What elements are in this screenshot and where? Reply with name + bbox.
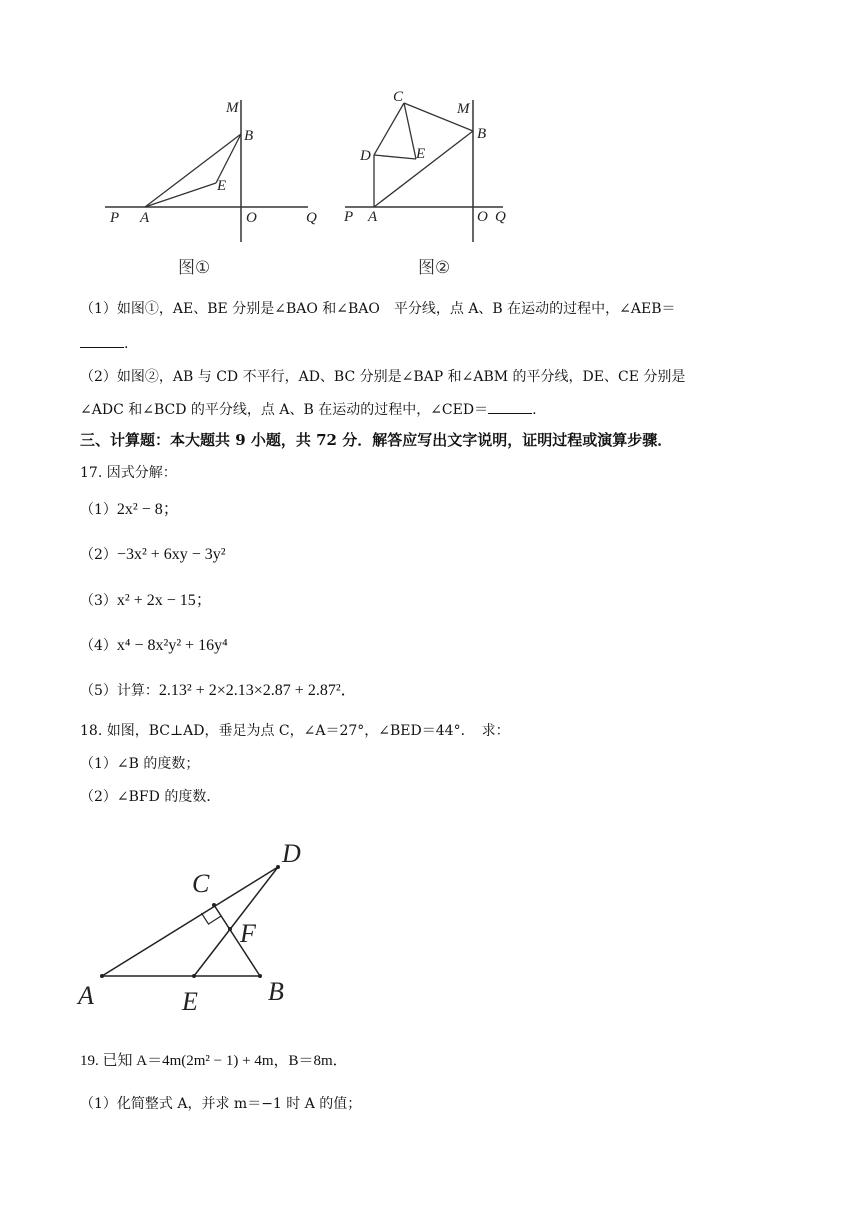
segment-dc (374, 103, 404, 155)
q18-sub-1: （1）∠B 的度数； (80, 756, 200, 772)
right-angle-mark (201, 913, 221, 924)
q16-part2-cont-text: ∠ADC 和∠BCD 的平分线，点 A、B 在运动的过程中，∠CED＝ (80, 402, 489, 418)
segment-ce (404, 103, 416, 159)
label-e: E (416, 146, 426, 162)
label-d: D (282, 839, 301, 868)
q16-part1-prefix: （1）如图①， (80, 301, 173, 317)
q16-part2-cont (80, 399, 537, 420)
q19-title: 19. 已知 A＝4m(2m² − 1) + 4m，B＝8m． (80, 1053, 348, 1069)
label-c: C (393, 89, 404, 105)
q16-part1-end: . (124, 336, 129, 352)
answer-blank[interactable] (80, 333, 124, 348)
segment-ab (374, 131, 473, 207)
item-number: （3） (80, 593, 117, 609)
point-e (192, 974, 196, 978)
point-d (276, 865, 280, 869)
segment-be (216, 134, 241, 183)
q17-item-2 (80, 545, 226, 565)
q17-item-1 (80, 500, 179, 520)
item-expression: −3x² + 6xy − 3y² (116, 546, 226, 563)
section-3-heading: 三、计算题：本大题共 9 小题，共 72 分．解答应写出文字说明，证明过程或演算步骤． (80, 431, 673, 449)
label-a: A (368, 209, 378, 225)
q17-item-4 (80, 636, 228, 656)
item-number: （4） (80, 638, 117, 654)
q17-title: 17. 因式分解： (80, 465, 177, 481)
point-a (100, 974, 104, 978)
point-c (212, 903, 216, 907)
q16-part1 (80, 299, 676, 319)
q16-part1-answer (80, 333, 128, 354)
label-q: Q (495, 209, 506, 225)
point-f (228, 927, 232, 931)
q18-title: 18. 如图，BC⊥AD，垂足为点 C，∠A＝27°，∠BED＝44°． 求： (80, 723, 510, 739)
label-d: D (360, 148, 371, 164)
label-a: A (78, 981, 94, 1010)
label-b: B (477, 126, 487, 142)
q19-sub-1: （1）化简整式 A，并求 m＝−1 时 A 的值； (80, 1096, 362, 1112)
label-b: B (268, 977, 284, 1006)
label-e: E (182, 987, 198, 1016)
label-c: C (192, 869, 210, 898)
item-number: （2） (80, 547, 117, 563)
label-p: P (110, 210, 120, 226)
label-o: O (246, 210, 257, 226)
label-o: O (477, 209, 488, 225)
figure-2 (340, 85, 530, 250)
item-number: （1） (80, 502, 117, 518)
q16-part2-end: . (532, 402, 537, 418)
item-expression: 2x² − 8； (116, 501, 179, 518)
segment-ae (145, 183, 216, 207)
segment-de (374, 155, 416, 159)
label-b: B (244, 128, 254, 144)
figure-2-caption: 图② (418, 258, 451, 278)
q16-part2: （2）如图②，AB 与 CD 不平行，AD、BC 分别是∠BAP 和∠ABM 的平分线，DE、CE 分别是 (80, 369, 686, 385)
answer-blank[interactable] (488, 399, 532, 414)
label-q: Q (306, 210, 317, 226)
label-p: P (344, 209, 354, 225)
label-a: A (140, 210, 150, 226)
q17-item-3 (80, 591, 212, 611)
label-f: F (240, 919, 256, 948)
point-b (258, 974, 262, 978)
q18-figure (70, 830, 330, 1020)
label-m: M (457, 101, 470, 117)
q16-part1-text: AE、BE 分别是∠BAO 和∠BAO 平分线，点 A、B 在运动的过程中，∠AEB＝ (172, 301, 676, 317)
q17-item-5 (80, 681, 357, 701)
item-expression: 2.13² + 2×2.13×2.87 + 2.87²． (158, 682, 357, 699)
item-expression: x⁴ − 8x²y² + 16y⁴ (116, 637, 228, 654)
q18-sub-2: （2）∠BFD 的度数． (80, 789, 221, 805)
item-expression: x² + 2x − 15； (116, 592, 212, 609)
segment-ab (145, 134, 241, 207)
figure-1-caption: 图① (178, 258, 211, 278)
label-e: E (217, 178, 227, 194)
figure-1 (100, 90, 330, 250)
label-m: M (226, 100, 239, 116)
item-number: （5）计算： (80, 683, 159, 699)
